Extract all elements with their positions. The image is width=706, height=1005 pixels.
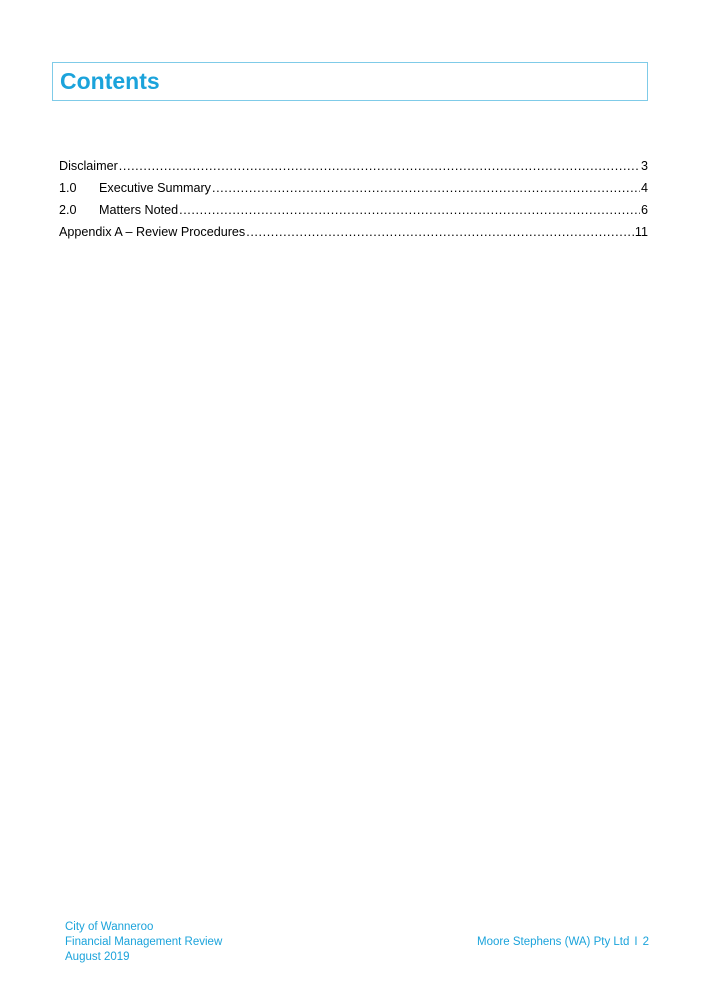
- footer-company: Moore Stephens (WA) Pty Ltd: [477, 936, 630, 948]
- toc-leader-dots: [179, 199, 640, 221]
- toc-leader-dots: [119, 155, 640, 177]
- toc-entry-matters-noted[interactable]: [59, 199, 648, 221]
- footer-client: City of Wanneroo: [65, 921, 154, 933]
- toc-page-number: 11: [634, 225, 648, 239]
- toc-page-number: 3: [640, 159, 648, 173]
- toc-label: Disclaimer: [59, 159, 118, 173]
- toc-entry-executive-summary[interactable]: [59, 177, 648, 199]
- footer-page-number: 2: [642, 936, 649, 948]
- toc-label: Matters Noted: [99, 203, 179, 217]
- toc-section-number: 1.0: [59, 181, 77, 195]
- toc-section-number: 2.0: [59, 203, 77, 217]
- footer-report-title: Financial Management Review: [65, 936, 223, 948]
- table-of-contents: [59, 155, 648, 243]
- toc-entry-disclaimer[interactable]: [59, 155, 648, 177]
- toc-page-number: 4: [640, 181, 648, 195]
- footer-document-info: [65, 920, 222, 965]
- toc-leader-dots: [212, 177, 640, 199]
- page-title: Contents: [60, 68, 160, 94]
- footer-company-page: [477, 935, 649, 950]
- toc-leader-dots: [246, 221, 634, 243]
- footer-separator: I: [634, 936, 638, 948]
- toc-label: Executive Summary: [99, 181, 211, 195]
- toc-label: Appendix A – Review Procedures: [59, 225, 246, 239]
- footer-date: August 2019: [65, 951, 130, 963]
- contents-title-box: [52, 62, 648, 101]
- toc-page-number: 6: [640, 203, 648, 217]
- toc-entry-appendix-a[interactable]: [59, 221, 648, 243]
